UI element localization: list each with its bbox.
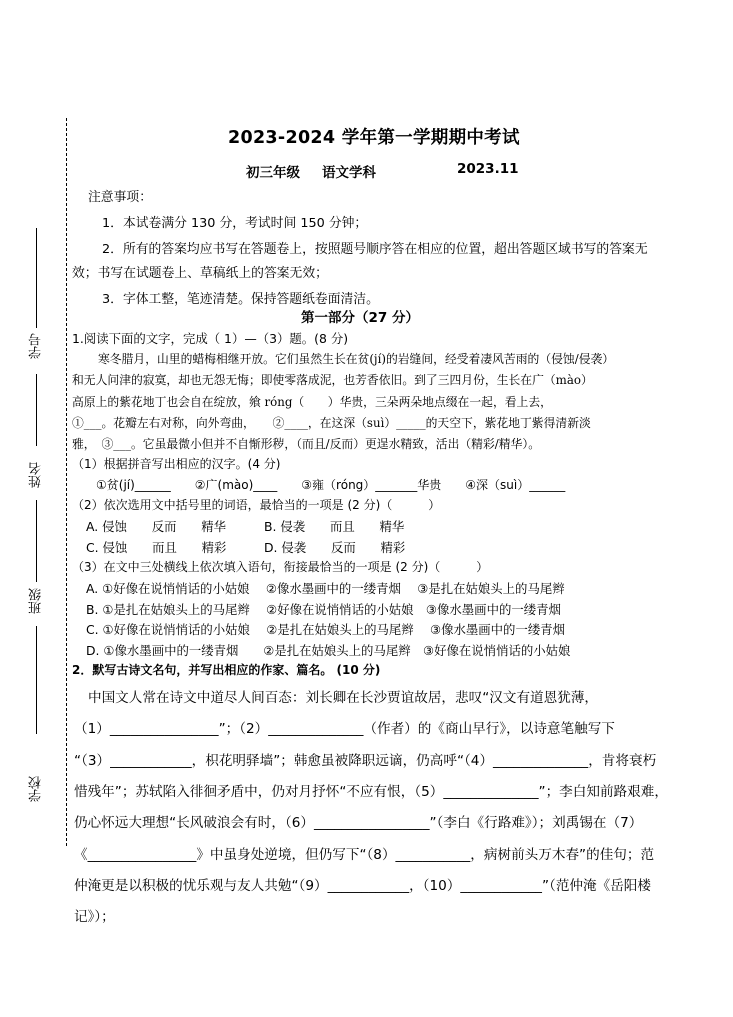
student-number-blank-lower [36, 374, 37, 446]
q1-2-option-d: D. 侵袭 反而 精彩 [264, 540, 406, 555]
note-item-2-cont: 效；书写在试题卷上、草稿纸上的答案无效； [72, 266, 328, 281]
q1-2-option-c: C. 侵蚀 而且 精彩 [86, 540, 227, 555]
q2-stem: 2．默写古诗文名句，并写出相应的作家、篇名。 (10 分) [72, 663, 381, 677]
note-item-2: 2．所有的答案均应书写在答题卷上，按照题号顺序答在相应的位置，超出答题区域书写的答案无 [102, 242, 648, 257]
subject-label: 语文学科 [322, 165, 376, 181]
q2-line: 记》）； [74, 909, 115, 925]
passage-line: 高原上的紫花地丁也会自在绽放，飨 róng（ ）华贵，三朵两朵地点缀在一起，看上去， [72, 395, 552, 409]
student-number-blank [36, 228, 37, 328]
note-item-3: 3．字体工整，笔迹清楚。保持答题纸卷面清洁。 [102, 292, 379, 307]
q2-line: 《________________》中虽身处逆境，但仍写下“（8）___________，病树前头万木春”的佳句；范 [74, 847, 655, 863]
grade-label: 初三年级 [246, 165, 300, 181]
class-blank [36, 626, 37, 734]
student-number-label: 学号 [29, 333, 44, 359]
q1-3-option-a: A. ①好像在说悄悄话的小姑娘 ②像水墨画中的一缕青烟 ③是扎在姑娘头上的马尾辫 [86, 581, 565, 596]
notes-heading: 注意事项： [88, 190, 152, 205]
q1-1-blanks: ①贫(jí)______ ②广(mào)____ ③雍（róng）_______华贵 ④深（suì）______ [96, 478, 566, 492]
passage-line: 寒冬腊月，山里的蜡梅相继开放。它们虽然生长在贫(jí)的岩缝间，经受着凄风苦雨的（侵蚀/侵袭） [98, 352, 615, 366]
q1-2-option-b: B. 侵袭 而且 精华 [264, 519, 405, 534]
q1-2-option-a: A. 侵蚀 反而 精华 [86, 519, 227, 534]
school-label: 学校 [29, 776, 44, 802]
q1-1-stem: （1）根据拼音写出相应的汉字。(4 分) [72, 457, 281, 471]
q1-3-stem: （3）在文中三处横线上依次填入语句，衔接最恰当的一项是 (2 分)（ ） [72, 560, 489, 574]
note-item-1: 1．本试卷满分 130 分，考试时间 150 分钟； [102, 216, 368, 231]
q2-line: （1）________________”；（2）______________（作者）的《商山早行》，以诗意笔触写下 [74, 721, 615, 737]
part1-heading: 第一部分（27 分） [301, 310, 419, 326]
passage-line: ①___。花瓣左右对称，向外弯曲， ②____，在这深（suì）_____的天空下，紫花地丁紫得清新淡 [72, 416, 591, 430]
q1-stem: 1.阅读下面的文字，完成（ 1）—（3）题。(8 分) [72, 331, 349, 346]
name-label: 姓名 [29, 462, 44, 488]
q2-line: 仲淹更是以积极的忧乐观与友人共勉“（9）____________，（10）____________”（范仲淹《岳阳楼 [74, 878, 651, 894]
q1-2-stem: （2）依次选用文中括号里的词语，最恰当的一项是 (2 分)（ ） [72, 498, 441, 512]
passage-line: 和无人问津的寂寞，却也无怨无悔；即使零落成泥，也芳香依旧。到了三四月份，生长在广（mào） [72, 373, 593, 387]
exam-title: 2023-2024 学年第一学期期中考试 [228, 128, 520, 148]
passage-line: 雅， ③___。它虽最微小但并不自惭形秽，（而且/反而）更逞水精致，活出（精彩/精华）。 [72, 437, 541, 451]
q1-3-option-d: D. ①像水墨画中的一缕青烟 ②是扎在姑娘头上的马尾辫 ③好像在说悄悄话的小姑娘 [86, 643, 571, 658]
q2-line: 仍心怀远大理想“长风破浪会有时，（6）_________________”（李白《行路难》）；刘禹锡在（7） [74, 815, 643, 831]
exam-date: 2023.11 [457, 161, 519, 177]
q1-3-option-b: B. ①是扎在姑娘头上的马尾辫 ②好像在说悄悄话的小姑娘 ③像水墨画中的一缕青烟 [86, 602, 561, 617]
q2-line: 中国文人常在诗文中道尽人间百态：刘长卿在长沙贾谊故居，悲叹“汉文有道恩犹薄， [88, 690, 599, 706]
name-blank [36, 500, 37, 582]
class-label: 班级 [29, 588, 44, 614]
q2-line: “（3）____________，枳花明驿墙”；韩愈虽被降职远谪，仍高呼“（4）______________，肯将衰朽 [74, 753, 657, 769]
q2-line: 惜残年”；苏轼陷入徘徊矛盾中，仍对月抒怀“不应有恨，（5）______________”；李白知前路艰难， [74, 784, 668, 800]
q1-3-option-c: C. ①好像在说悄悄话的小姑娘 ②是扎在姑娘头上的马尾辫 ③像水墨画中的一缕青烟 [86, 622, 566, 637]
binding-line [66, 118, 67, 846]
